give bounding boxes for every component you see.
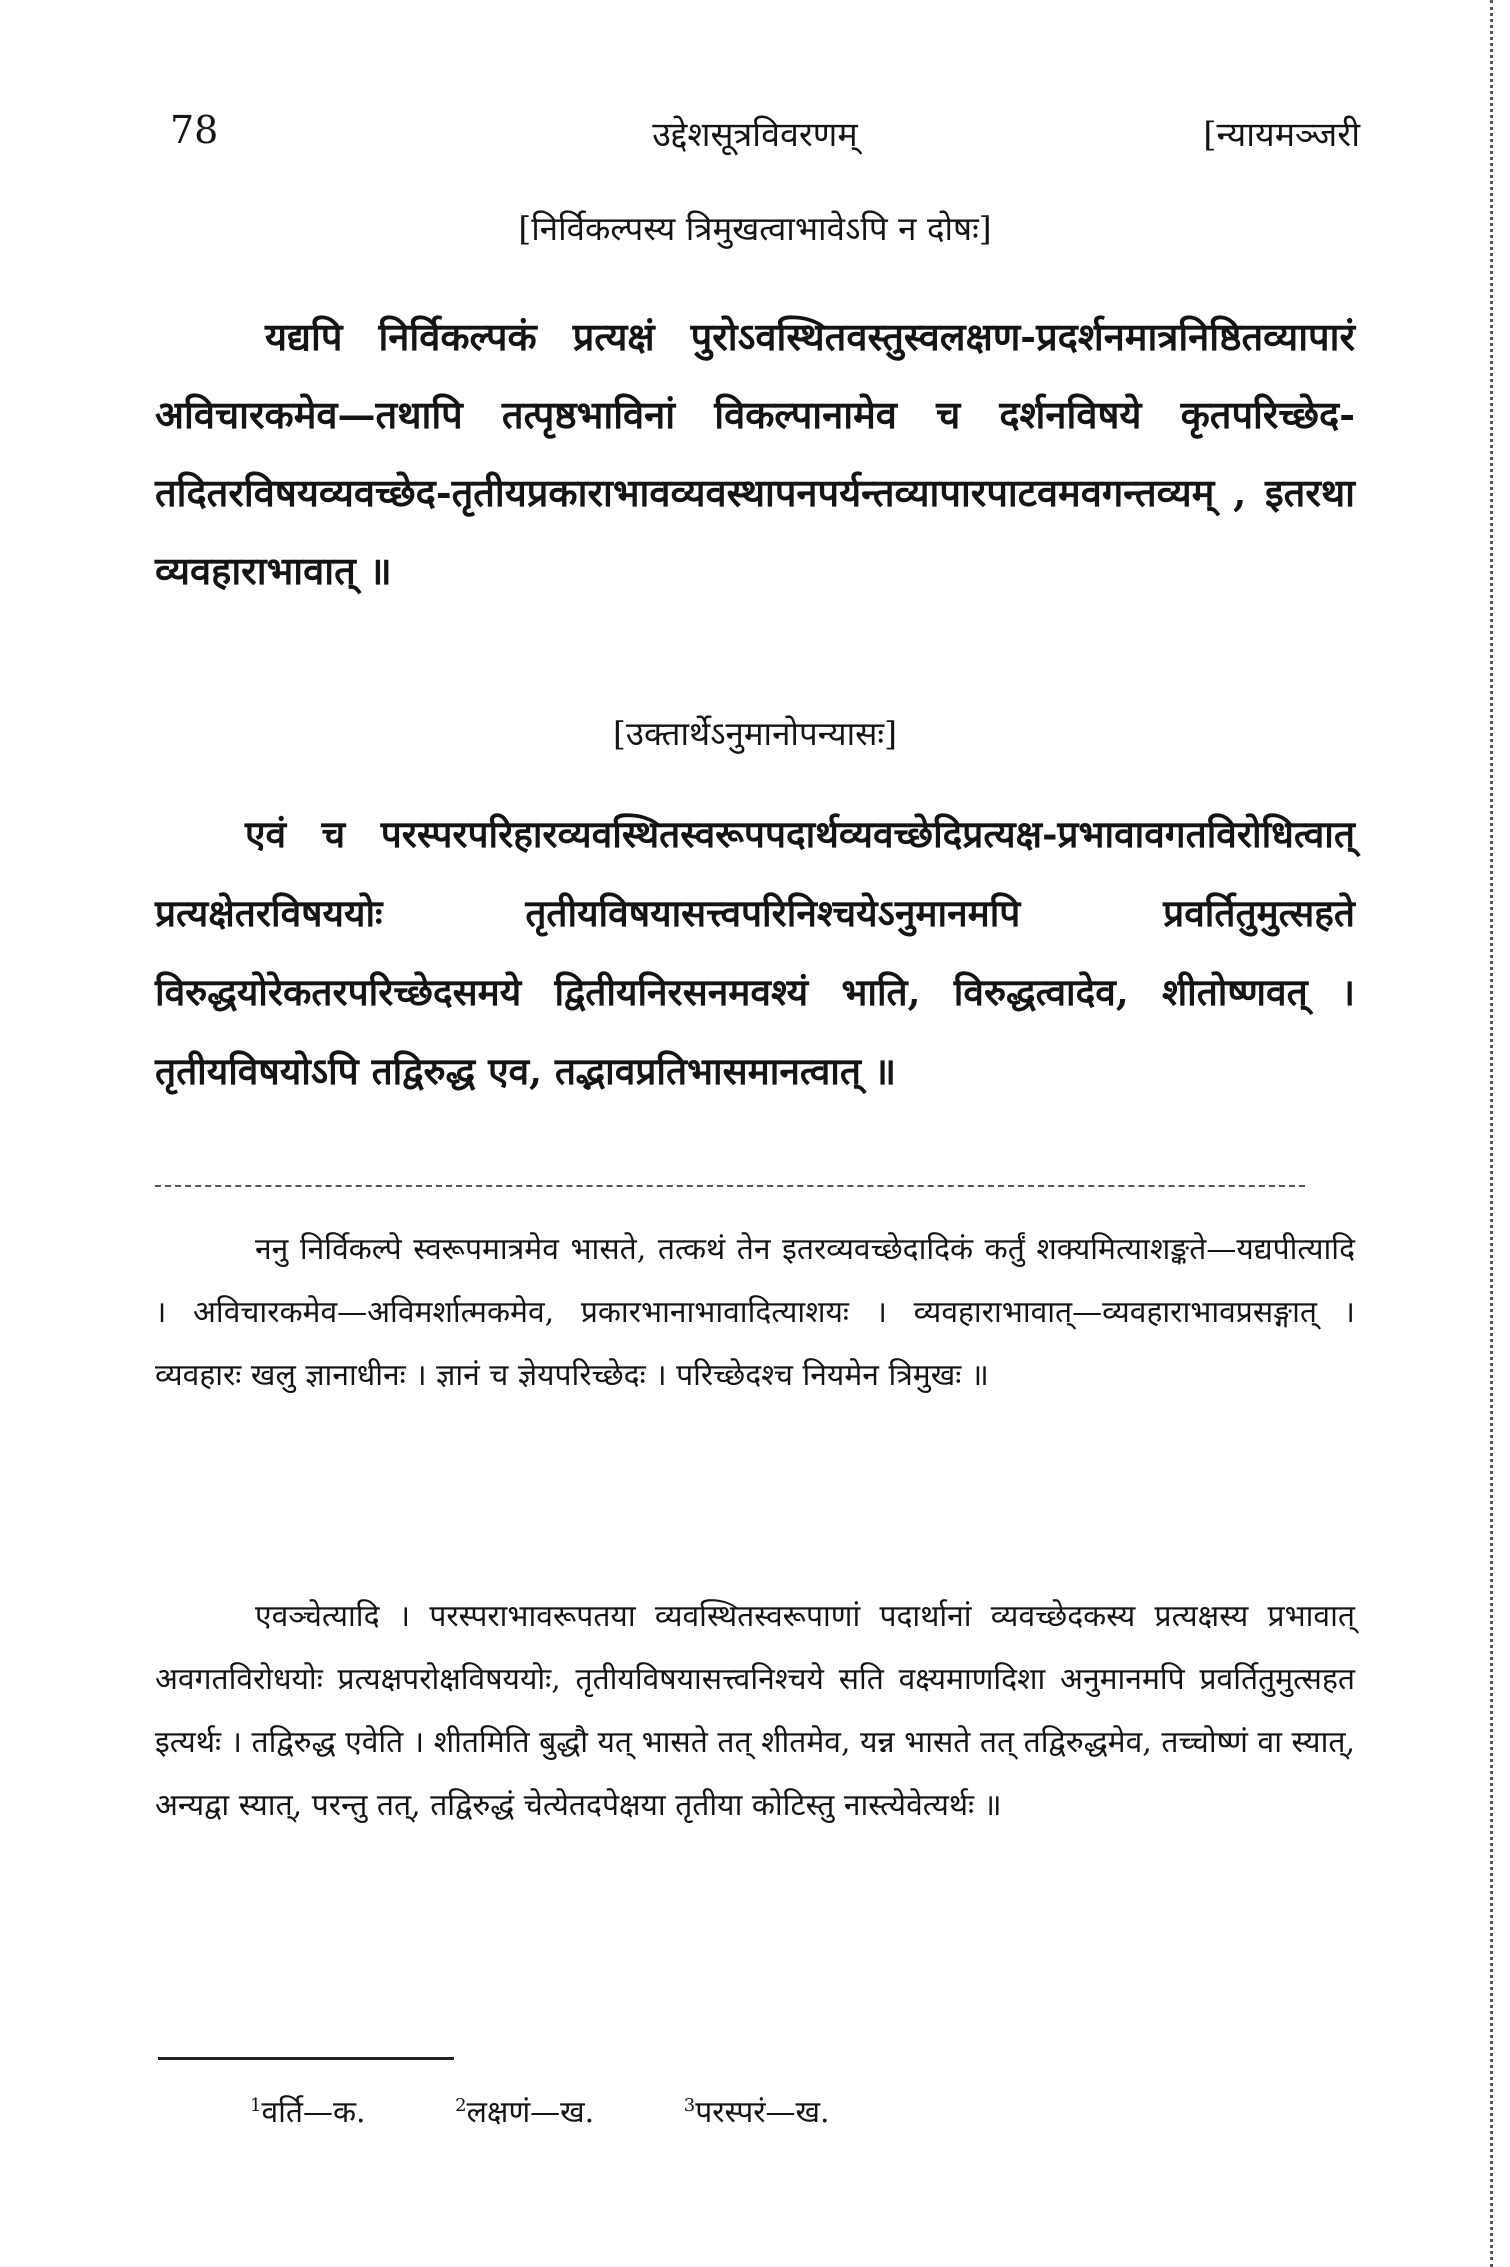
footnotes [250,2090,910,2131]
main-text-paragraph-2: एवं च परस्परपरिहारव्यवस्थितस्वरूपपदार्थव्यवच्छेदिप्रत्यक्ष-प्रभावावगतविरोधित्वात् प्रत्यक्षेतरविषययोः तृतीयविषयासत्त्वपरिनिश्चयेऽनुमानमपि प्रवर्तितुमुत्सहते विरुद्धयोरेकतरपरिच्छेदसमये द्वितीयनिरसनमवश्यं भाति, विरुद्धत्वादेव, शीतोष्णवत् । तृतीयविषयोऽपि तद्विरुद्ध एव, तद्भावप्रतिभासमानत्वात् ॥ [155,812,1355,1093]
footnote-1 [250,2095,366,2130]
book-title: [न्यायमञ्जरी [1203,115,1360,155]
footnote-3 [684,2095,830,2130]
footnote-2-mark: 2 [455,2095,467,2116]
page-number: 78 [170,108,219,152]
running-title: उद्देशसूत्रविवरणम् [652,115,858,155]
footnote-2-text: लक्षणं—ख. [466,2095,595,2130]
footnote-rule [158,2057,454,2060]
commentary-paragraph-1: ननु निर्विकल्पे स्वरूपमात्रमेव भासते, तत्कथं तेन इतरव्यवच्छेदादिकं कर्तुं शक्यमित्याशङ्कते—यद्यपीत्यादि । अविचारकमेव—अविमर्शात्मकमेव, प्रकारभानाभावादित्याशयः । व्यवहाराभावात्—व्यवहाराभावप्रसङ्गात् । व्यवहारः खलु ज्ञानाधीनः । ज्ञानं च ज्ञेयपरिच्छेदः । परिच्छेदश्च नियमेन त्रिमुखः ॥ [155,1232,1355,1393]
section-heading-1: [निर्विकल्पस्य त्रिमुखत्वाभावेऽपि न दोषः] [518,209,992,248]
commentary-paragraph-2: एवञ्चेत्यादि । परस्पराभावरूपतया व्यवस्थितस्वरूपाणां पदार्थानां व्यवच्छेदकस्य प्रत्यक्षस्य प्रभावात् अवगतविरोधयोः प्रत्यक्षपरोक्षविषययोः, तृतीयविषयासत्त्वनिश्चये सति वक्ष्यमाणदिशा अनुमानमपि प्रवर्तितुमुत्सहत इत्यर्थः । तद्विरुद्ध एवेति । शीतमिति बुद्धौ यत् भासते तत् शीतमेव, यन्न भासते तत् तद्विरुद्धमेव, तच्चोष्णं वा स्यात्, अन्यद्वा स्यात्, परन्तु तत्, तद्विरुद्धं चेत्येतदपेक्षया तृतीया कोटिस्तु नास्त्येवेत्यर्थः ॥ [155,1599,1355,1823]
footnote-3-text: परस्परं—ख. [695,2095,830,2130]
main-text-paragraph-1: यद्यपि निर्विकल्पकं प्रत्यक्षं पुरोऽवस्थितवस्तुस्वलक्षण-प्रदर्शनमात्रनिष्ठितव्यापारं अविचारकमेव—तथापि तत्पृष्ठभाविनां विकल्पानामेव च दर्शनविषये कृतपरिच्छेद-तदितरविषयव्यवच्छेद-तृतीयप्रकाराभावव्यवस्थापनपर्यन्तव्यापारपाटवमवगन्तव्यम् , इतरथा व्यवहाराभावात् ॥ [155,314,1355,593]
footnote-2 [455,2095,594,2130]
text-commentary-divider [155,1185,1305,1187]
footnote-1-text: वर्ति—क. [261,2095,366,2130]
footnote-3-mark: 3 [683,2095,696,2116]
footnote-1-mark: 1 [250,2095,262,2116]
running-header [150,108,1360,168]
section-heading-2: [उक्तार्थेऽनुमानोपन्यासः] [613,714,897,753]
scan-edge [1490,0,1496,2267]
